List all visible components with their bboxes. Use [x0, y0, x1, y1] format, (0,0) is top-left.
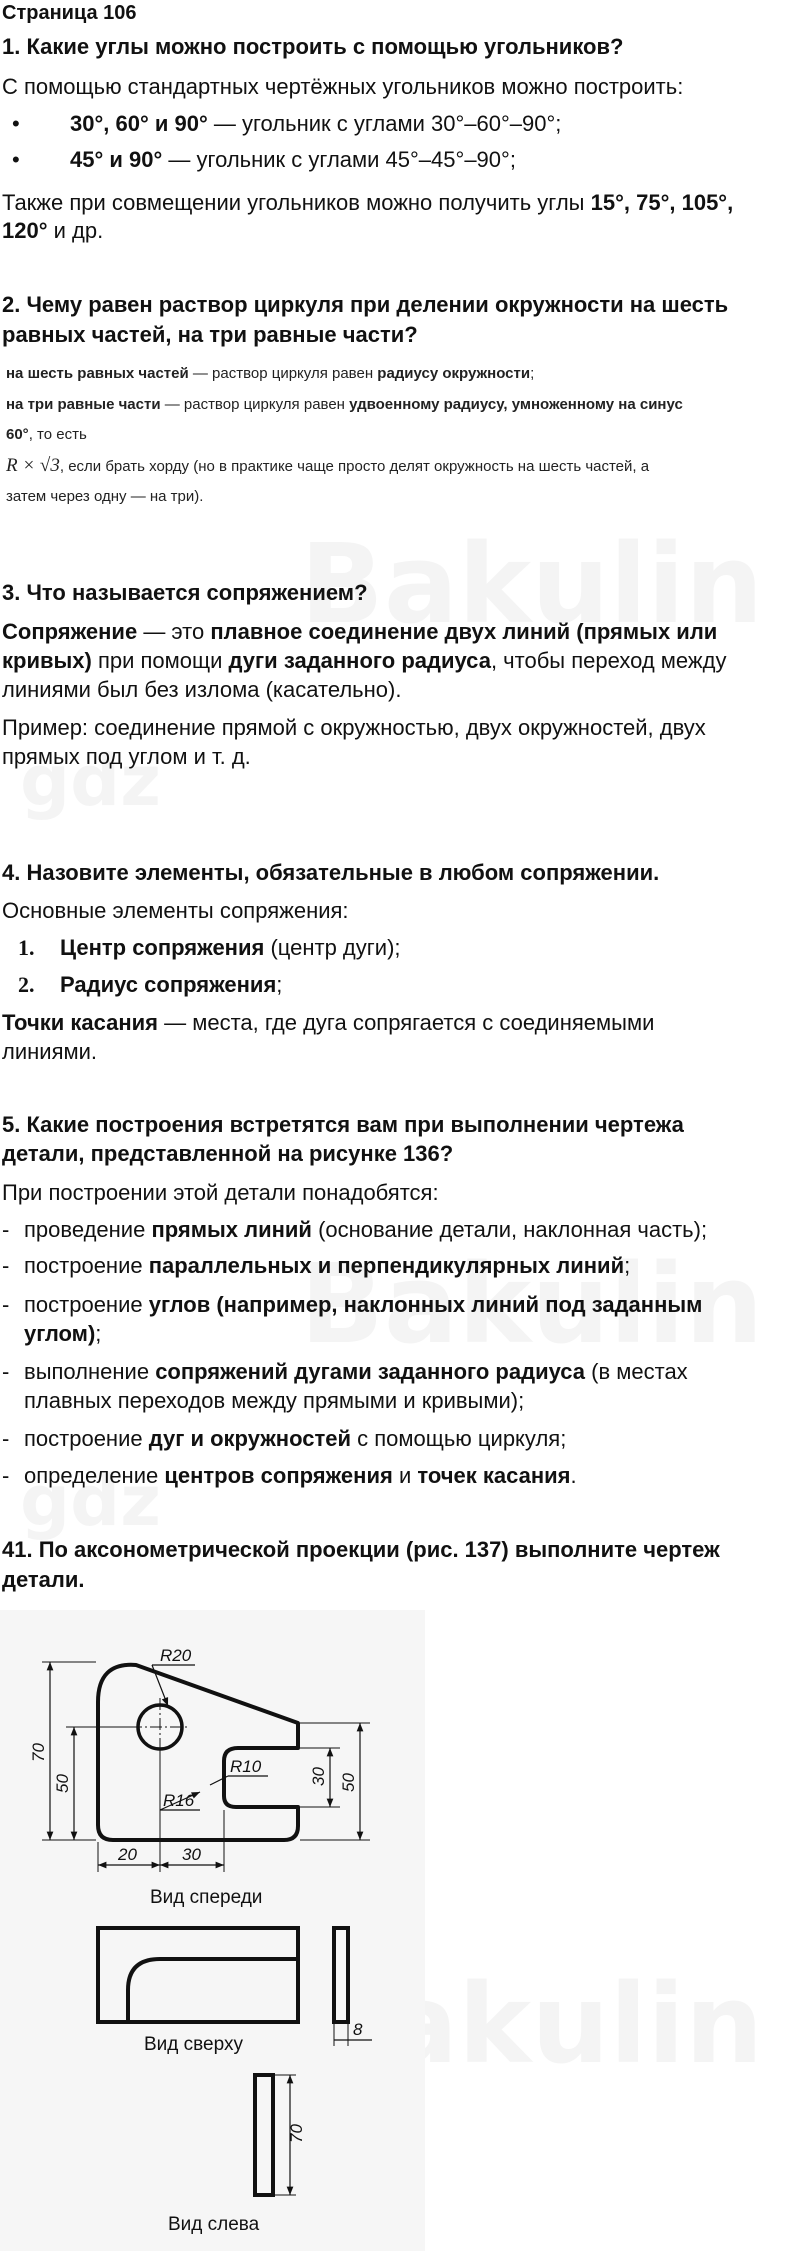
top-view-slot — [128, 1959, 298, 2022]
item-text: ; — [276, 972, 283, 997]
dim-height-70: 70 — [29, 1743, 48, 1762]
technical-drawing — [0, 1610, 425, 2251]
dim-r10: R10 — [230, 1757, 262, 1776]
answer-line — [2, 646, 792, 676]
example-line: Пример: соединение прямой с окружностью, двух окружностей, двух — [2, 715, 706, 740]
caption-left-view: Вид слева — [168, 2214, 260, 2235]
text: — раствор циркуля равен — [188, 365, 378, 382]
term: кривых) — [2, 648, 92, 673]
text: , если брать хорду (но в практике чаще просто делят окружность на шесть частей, а — [59, 458, 650, 475]
outro-text: и др. — [47, 218, 104, 243]
dash-marker: - — [2, 1359, 10, 1384]
dash-marker: - — [2, 1217, 10, 1242]
drawing-svg — [0, 1610, 425, 2251]
left-view-outline — [255, 2075, 273, 2195]
term: радиусу окружности — [377, 365, 531, 382]
term: на три равные части — [6, 396, 161, 413]
question-1-title: 1. Какие углы можно построить с помощью угольников? — [2, 34, 624, 59]
answer-line — [6, 359, 796, 389]
text: ; — [624, 1253, 631, 1278]
dim-width-20: 20 — [118, 1845, 137, 1864]
question-2-title-2: равных частей, на три равные части? — [2, 322, 418, 347]
answer-line: линиями. — [2, 1039, 98, 1064]
outro-text: Также при совмещении угольников можно получить углы — [2, 190, 591, 215]
answer-line: линиями был без излома (касательно). — [2, 677, 402, 702]
question-41-title-1: 41. По аксонометрической проекции (рис. 137) выполните чертеж — [2, 1537, 720, 1562]
term: Точки касания — [2, 1010, 158, 1035]
term: точек касания — [417, 1463, 571, 1488]
question-2-title-1: 2. Чему равен раствор циркуля при делении окружности на шесть — [2, 292, 729, 317]
dim-width-30: 30 — [182, 1845, 201, 1864]
text: ; — [95, 1321, 102, 1346]
answer-line — [2, 617, 792, 647]
dash-marker: - — [2, 1463, 10, 1488]
item-bold: Радиус сопряжения — [60, 972, 277, 997]
item-text: (центр дуги); — [264, 935, 401, 960]
text: с помощью циркуля; — [351, 1426, 567, 1451]
text: и — [392, 1463, 418, 1488]
item-bold: 45° и 90° — [70, 147, 163, 172]
item-text: — угольник с углами 45°–45°–90°; — [162, 147, 516, 172]
text: — это — [137, 619, 211, 644]
term: параллельных и перпендикулярных линий — [148, 1253, 625, 1278]
text: выполнение — [24, 1359, 156, 1384]
item-bold: Центр сопряжения — [60, 935, 265, 960]
term: дуг и окружностей — [148, 1426, 352, 1451]
term: Сопряжение — [2, 619, 138, 644]
term: углом) — [24, 1321, 96, 1346]
term: сопряжений дугами заданного радиуса — [155, 1359, 586, 1384]
answer-line — [6, 390, 796, 420]
question-4-title: 4. Назовите элементы, обязательные в любом сопряжении. — [2, 860, 660, 885]
bullet: • — [12, 147, 20, 172]
text: построение — [24, 1292, 149, 1317]
text: проведение — [24, 1217, 152, 1242]
answer-line — [2, 1008, 792, 1038]
text: — раствор циркуля равен — [160, 396, 350, 413]
question-5-intro: При построении этой детали понадобятся: — [2, 1180, 439, 1205]
text: определение — [24, 1463, 165, 1488]
text: построение — [24, 1426, 149, 1451]
page-title: Страница 106 — [2, 2, 137, 24]
outro-angles: 15°, 75°, 105°, — [590, 190, 734, 215]
item-number: 2. — [18, 972, 35, 997]
dim-left-70: 70 — [287, 2124, 306, 2143]
term: плавное соединение двух линий (прямых или — [210, 619, 718, 644]
answer-line — [6, 451, 796, 482]
dim-right-50: 50 — [339, 1773, 358, 1792]
dash-marker: - — [2, 1292, 10, 1317]
term: удвоенному радиусу, умноженному на синус — [349, 396, 683, 413]
outro-angle: 120° — [2, 218, 48, 243]
question-41-title-2: детали. — [2, 1567, 85, 1592]
question-5-title-2: детали, представленной на рисунке 136? — [2, 1141, 454, 1166]
term: углов (например, наклонных линий под заданным — [148, 1292, 703, 1317]
top-view-thin-plate — [334, 1928, 348, 2022]
dash-marker: - — [2, 1253, 10, 1278]
question-1-outro-2 — [2, 216, 792, 246]
dim-height-50: 50 — [53, 1774, 72, 1793]
item-text: — угольник с углами 30°–60°–90°; — [207, 111, 562, 136]
dim-r16: R16 — [163, 1791, 195, 1810]
term: 60° — [6, 426, 29, 443]
formula: R × √3 — [6, 455, 60, 476]
text: , чтобы переход между — [490, 648, 727, 673]
dim-r20: R20 — [160, 1646, 192, 1665]
answer-line: затем через одну — на три). — [6, 488, 204, 505]
item-bold: 30°, 60° и 90° — [70, 111, 208, 136]
caption-top-view: Вид сверху — [144, 2034, 243, 2055]
item-number: 1. — [18, 935, 35, 960]
text: построение — [24, 1253, 149, 1278]
question-3-title: 3. Что называется сопряжением? — [2, 580, 368, 605]
term: центров сопряжения — [164, 1463, 393, 1488]
dim-thickness-8: 8 — [353, 2020, 363, 2039]
text: , то есть — [28, 426, 87, 443]
text: (основание детали, наклонная часть); — [311, 1217, 708, 1242]
question-5-title-1: 5. Какие построения встретятся вам при выполнении чертежа — [2, 1112, 684, 1137]
dim-slot-30: 30 — [309, 1767, 328, 1786]
text: ; — [530, 365, 535, 382]
text: — места, где дуга сопрягается с соединяемыми — [158, 1010, 655, 1035]
term: дуги заданного радиуса — [228, 648, 491, 673]
term: на шесть равных частей — [6, 365, 189, 382]
bullet: • — [12, 111, 20, 136]
text: при помощи — [91, 648, 229, 673]
answer-line — [6, 420, 796, 450]
dash-marker: - — [2, 1426, 10, 1451]
text: плавных переходов между прямыми и кривыми); — [24, 1388, 525, 1413]
example-line: прямых под углом и т. д. — [2, 744, 251, 769]
term: прямых линий — [151, 1217, 312, 1242]
question-4-intro: Основные элементы сопряжения: — [2, 898, 349, 923]
text: (в местах — [585, 1359, 688, 1384]
question-1-outro — [2, 188, 792, 218]
question-1-intro: С помощью стандартных чертёжных угольников можно построить: — [2, 74, 684, 99]
text: . — [570, 1463, 577, 1488]
front-view-outline — [98, 1665, 298, 1840]
caption-front-view: Вид спереди — [150, 1887, 263, 1908]
